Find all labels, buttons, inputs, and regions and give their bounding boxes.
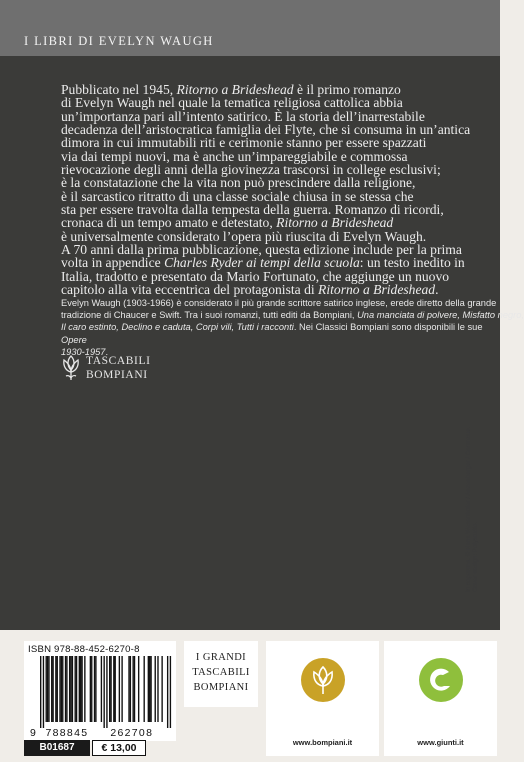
barcode-digits: 9 xyxy=(30,727,38,739)
barcode-bar xyxy=(110,656,111,722)
text-segment: sta per essere travolta dalla tempesta della guerra. Romanzo di ricordi, xyxy=(61,202,444,218)
giunti-swirl-icon xyxy=(419,658,463,702)
barcode-bar xyxy=(61,656,62,722)
barcode-bar xyxy=(155,656,156,722)
giunti-publisher-box xyxy=(384,641,497,756)
author-bio xyxy=(61,297,524,358)
barcode-bar xyxy=(148,656,149,722)
series-badge-line1: I GRANDI xyxy=(195,652,247,663)
blurb-line xyxy=(61,96,463,109)
bompiani-logo xyxy=(301,658,345,702)
barcode-digits: 262708 xyxy=(110,727,154,739)
barcode-bar xyxy=(69,656,70,722)
text-segment: . xyxy=(105,346,109,357)
series-badge xyxy=(184,641,258,707)
text-segment: è la constatazione che la vita non può prescindere dalla religione, xyxy=(61,175,416,191)
barcode-bar xyxy=(149,656,150,722)
blurb-line xyxy=(61,163,463,176)
blurb-line xyxy=(61,283,463,296)
bompiani-url[interactable]: www.bompiani.it xyxy=(292,738,353,747)
blurb-line xyxy=(61,122,471,138)
credits-line1: In copertina: © Hans Wesenhofer / Anzenberger / Contrasto. xyxy=(465,426,472,592)
text-segment: volta in appendice xyxy=(61,255,165,271)
barcode-bar xyxy=(134,656,135,722)
barcode-bar xyxy=(66,656,67,722)
barcode-digits: 788845 xyxy=(45,727,89,739)
blurb-line xyxy=(61,190,463,203)
italic-title: Opere xyxy=(61,334,87,345)
barcode xyxy=(28,656,172,740)
barcode-bar xyxy=(95,656,96,722)
text-segment: via dai tempi nuovi, ma è anche un’impareggiabile e commossa xyxy=(61,148,408,164)
bompiani-publisher-box xyxy=(266,641,379,756)
text-segment: decadenza dell’aristocratica famiglia dei Flyte, che si consuma in un’antica xyxy=(61,122,471,138)
barcode-bar xyxy=(113,656,114,722)
barcode-bar xyxy=(103,656,104,728)
barcode-bar xyxy=(94,656,95,722)
italic-title: Il caro estinto, Declino e caduta, Corpi vili, Tutti i racconti xyxy=(61,322,294,333)
logo-text-line2: BOMPIANI xyxy=(86,369,148,381)
barcode-bar xyxy=(81,656,82,722)
blurb-line xyxy=(61,230,463,243)
barcode-bar xyxy=(79,656,80,722)
text-segment: è il sarcastico ritratto di una classe sociale chiusa in se stessa che xyxy=(61,188,414,204)
barcode-bar xyxy=(128,656,129,722)
barcode-bar xyxy=(106,656,107,728)
barcode-bar xyxy=(90,656,91,722)
text-segment: . Nei Classici Bompiani sono disponibili le sue xyxy=(293,322,483,333)
bio-line xyxy=(61,334,471,346)
bio-line xyxy=(61,297,497,309)
text-segment: Evelyn Waugh (1903-1966) è considerato il più grande scrittore satirico inglese, erede diretto della grande xyxy=(61,298,497,308)
giunti-url[interactable]: www.giunti.it xyxy=(417,738,464,747)
blurb-line xyxy=(61,176,463,189)
tascabili-bompiani-logo xyxy=(60,351,180,385)
blurb-line xyxy=(61,270,463,283)
text-segment: capitolo alla vita eccentrica del protagonista di xyxy=(61,282,319,298)
series-badge-line3: BOMPIANI xyxy=(193,682,249,693)
barcode-bar xyxy=(115,656,116,722)
text-segment: dimora in cui immutabili riti e cerimonie stanno per essere spazzati xyxy=(61,135,427,151)
blurb-line xyxy=(61,256,463,269)
barcode-bar xyxy=(59,656,60,722)
text-segment: Italia, tradotto e presentato da Mario Fortunato, che aggiunge un nuovo xyxy=(61,268,450,284)
barcode-box xyxy=(24,641,176,741)
barcode-bar xyxy=(170,656,171,728)
barcode-bar xyxy=(132,656,133,722)
text-segment: cronaca di un tempo amato e detestato, xyxy=(61,215,277,231)
product-code: B01687 xyxy=(24,740,90,756)
barcode-bar xyxy=(47,656,48,722)
barcode-bar xyxy=(62,656,63,722)
blurb-line xyxy=(61,203,463,216)
blurb-line xyxy=(61,83,463,96)
blurb-line xyxy=(61,216,463,229)
barcode-bar xyxy=(101,656,102,722)
barcode-bar xyxy=(144,656,145,722)
barcode-bar xyxy=(43,656,44,728)
bio-line xyxy=(61,321,483,333)
credits-line2: Cover design: Polystudio. xyxy=(471,521,479,592)
barcode-bar xyxy=(109,656,110,722)
logo-text-line1: TASCABILI xyxy=(86,355,151,367)
blurb-text xyxy=(61,82,471,298)
barcode-bar xyxy=(84,656,85,722)
text-segment: un’importanza pari all’intento satirico. È la storia dell’inarrestabile xyxy=(61,108,425,124)
header-bar xyxy=(0,0,500,56)
text-segment: : un testo inedito in xyxy=(359,255,465,271)
barcode-bar xyxy=(157,656,158,722)
bio-line xyxy=(61,309,524,321)
series-title: I LIBRI DI EVELYN WAUGH xyxy=(24,34,214,48)
barcode-bar xyxy=(167,656,168,728)
barcode-bar xyxy=(161,656,162,722)
barcode-bar xyxy=(80,656,81,722)
blurb-line xyxy=(61,110,463,123)
italic-title: Ritorno a Brideshead xyxy=(318,282,436,298)
price-label: € 13,00 xyxy=(92,740,146,756)
barcode-bar xyxy=(52,656,53,722)
blurb-line xyxy=(61,243,463,256)
tulip-icon xyxy=(60,352,82,382)
barcode-bar xyxy=(130,656,131,722)
giunti-logo xyxy=(419,658,463,702)
barcode-bar xyxy=(51,656,52,722)
barcode-bar xyxy=(119,656,120,722)
barcode-bar xyxy=(40,656,41,728)
barcode-bar xyxy=(138,656,139,722)
barcode-bar xyxy=(150,656,151,722)
barcode-bar xyxy=(55,656,56,722)
barcode-bar xyxy=(121,656,122,722)
italic-title: Una manciata di polvere, Misfatto negro, xyxy=(357,310,524,321)
text-segment: tradizione di Chaucer e Swift. Tra i suoi romanzi, tutti editi da Bompiani, xyxy=(61,310,358,321)
barcode-bar xyxy=(46,656,47,722)
text-segment: di Evelyn Waugh nel quale la tematica religiosa cattolica abbia xyxy=(61,95,403,111)
barcode-bar xyxy=(76,656,77,722)
text-segment: A 70 anni dalla prima pubblicazione, questa edizione include per la prima xyxy=(61,242,462,258)
barcode-bar xyxy=(70,656,71,722)
italic-title: Ritorno a Brideshead xyxy=(276,215,394,231)
tulip-icon xyxy=(301,658,345,702)
barcode-bar xyxy=(91,656,92,722)
barcode-bar xyxy=(57,656,58,722)
barcode-bar xyxy=(72,656,73,722)
series-badge-line2: TASCABILI xyxy=(192,667,250,678)
italic-title: Charles Ryder ai tempi della scuola xyxy=(164,255,360,271)
barcode-bar xyxy=(75,656,76,722)
text-segment: . xyxy=(435,282,439,298)
blurb-line xyxy=(61,136,463,149)
text-segment: è universalmente considerato l’opera più riuscita di Evelyn Waugh. xyxy=(61,228,427,244)
barcode-bar xyxy=(48,656,49,722)
text-segment: è il primo romanzo xyxy=(293,82,401,97)
cover-credits xyxy=(465,426,479,592)
text-segment: rievocazione degli anni della giovinezza trascorsi in college esclusivi; xyxy=(61,162,441,178)
blurb-line xyxy=(61,150,463,163)
isbn-label: ISBN 978-88-452-6270-8 xyxy=(28,644,140,655)
italic-title: 1930-1957 xyxy=(61,346,106,357)
barcode-bar xyxy=(65,656,66,722)
italic-title: Ritorno a Brideshead xyxy=(176,82,294,97)
text-segment: Pubblicato nel 1945, xyxy=(61,82,177,97)
